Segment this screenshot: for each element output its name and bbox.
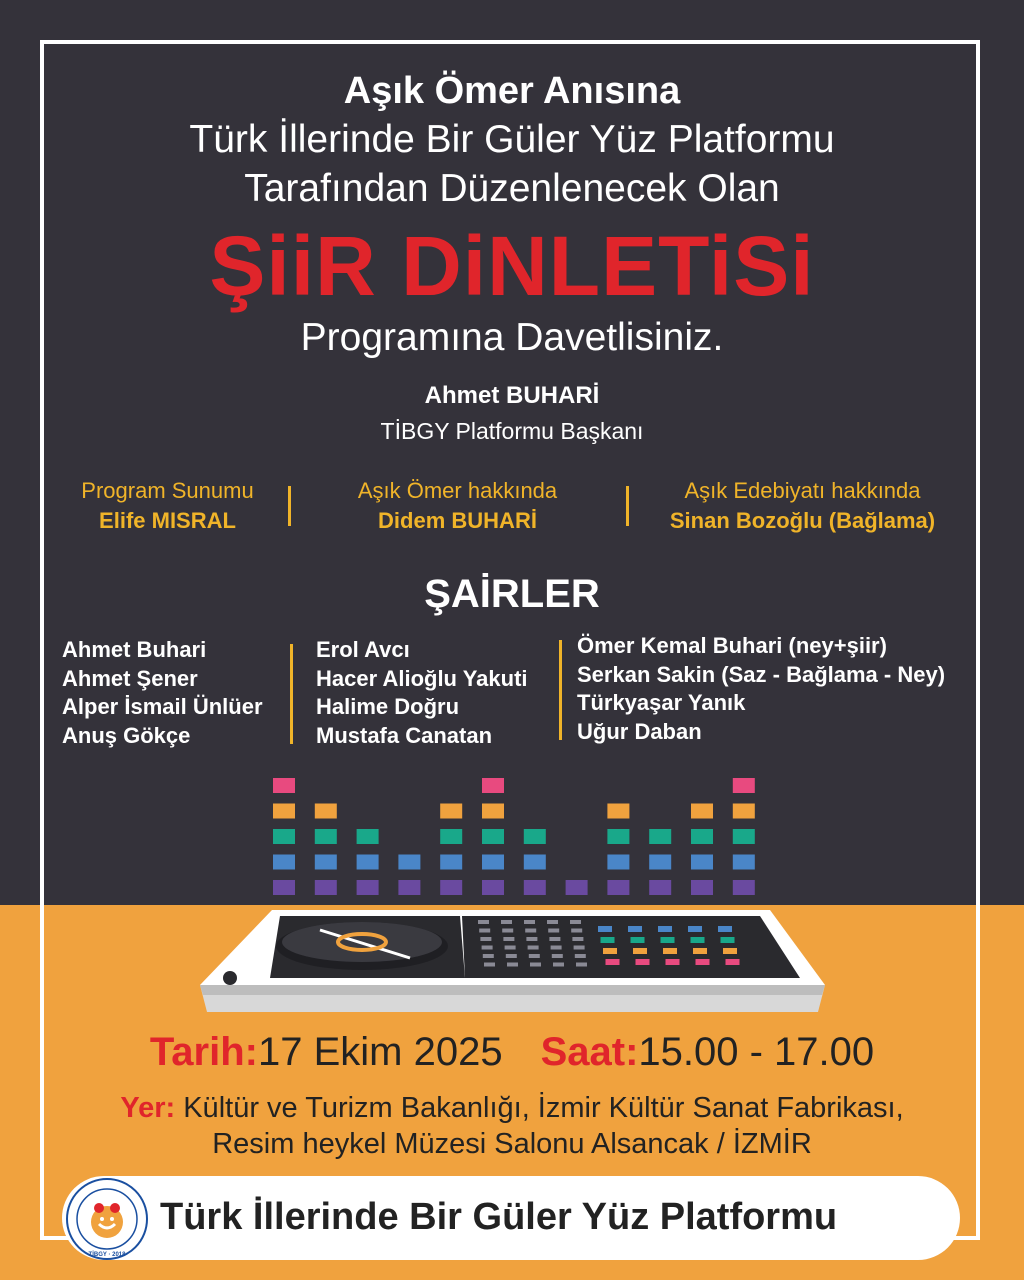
memorial-line: Aşık Ömer Anısına — [343, 70, 681, 112]
poet-name: Ömer Kemal Buhari (ney+şiir) — [577, 633, 887, 658]
mixer-slider-mark — [505, 946, 516, 950]
mixer-slider-mark — [479, 929, 490, 933]
equalizer-block — [607, 855, 629, 870]
equalizer-block — [733, 855, 755, 870]
mixer-pad — [598, 926, 612, 932]
mixer-slider-mark — [482, 946, 493, 950]
mixer-pad — [666, 959, 680, 965]
mixer-pad — [663, 948, 677, 954]
mixer-slider-mark — [483, 954, 494, 958]
mixer-slider-mark — [524, 920, 535, 924]
mixer-slider-mark — [547, 920, 558, 924]
equalizer-block — [691, 880, 713, 895]
venue-line-2: Resim heykel Müzesi Salonu Alsancak / İZMİR — [212, 1128, 812, 1160]
poet-name: Türkyaşar Yanık — [577, 690, 746, 715]
venue-line-1: Kültür ve Turizm Bakanlığı, İzmir Kültür Sanat Fabrikası, — [183, 1092, 904, 1124]
equalizer-block — [398, 855, 420, 870]
equalizer-block — [357, 855, 379, 870]
equalizer-block — [440, 880, 462, 895]
equalizer-block — [691, 804, 713, 819]
mixer-pad — [631, 937, 645, 943]
equalizer-block — [482, 855, 504, 870]
equalizer-bars — [273, 778, 755, 895]
equalizer-block — [691, 829, 713, 844]
mixer-slider-mark — [575, 954, 586, 958]
invitation-line: Programına Davetlisiniz. — [300, 316, 724, 359]
mixer-pad — [661, 937, 675, 943]
poet-name: Uğur Daban — [577, 718, 702, 744]
equalizer-block — [482, 880, 504, 895]
mixer-pad — [636, 959, 650, 965]
equalizer-block — [482, 804, 504, 819]
poet-name: Mustafa Canatan — [316, 722, 493, 748]
organizer-line: Türk İllerinde Bir Güler Yüz Platformu — [189, 118, 835, 161]
role-label: Aşık Edebiyatı hakkında — [684, 478, 921, 503]
poets-heading: ŞAİRLER — [424, 572, 600, 616]
equalizer-block — [398, 880, 420, 895]
equalizer-block — [649, 855, 671, 870]
mixer-slider-mark — [502, 929, 513, 933]
equalizer-block — [733, 880, 755, 895]
mixer-slider-mark — [553, 963, 564, 967]
mixer-slider-mark — [478, 920, 489, 924]
venue-label: Yer: — [120, 1092, 176, 1124]
svg-text:TİBGY · 2018: TİBGY · 2018 — [88, 1252, 126, 1258]
mixer-pad — [606, 959, 620, 965]
venue — [0, 1090, 1024, 1162]
equalizer-block — [440, 804, 462, 819]
mixer-slider-mark — [506, 954, 517, 958]
role-person: Sinan Bozoğlu (Bağlama) — [669, 508, 936, 533]
mixer-pad — [721, 937, 735, 943]
mixer-slider-mark — [528, 946, 539, 950]
mixer-slider-mark — [572, 937, 583, 941]
role-person: Didem BUHARİ — [378, 508, 537, 533]
equalizer-block — [357, 880, 379, 895]
equalizer-block — [733, 804, 755, 819]
equalizer-block — [649, 880, 671, 895]
president-name: Ahmet BUHARİ — [424, 382, 600, 409]
mixer-pad — [723, 948, 737, 954]
mixer-pad — [718, 926, 732, 932]
mixer-slider-mark — [548, 929, 559, 933]
equalizer-block — [524, 829, 546, 844]
time-label: Saat: — [540, 1030, 639, 1074]
equalizer-block — [273, 880, 295, 895]
equalizer-block — [691, 855, 713, 870]
equalizer-block — [315, 829, 337, 844]
equalizer-block — [733, 778, 755, 793]
poet-name: Alper İsmail Ünlüer — [62, 694, 263, 719]
equalizer-block — [315, 855, 337, 870]
date-time-line — [0, 1030, 1024, 1075]
mixer-slider-mark — [551, 946, 562, 950]
poet-name: Hacer Alioğlu Yakuti — [316, 665, 528, 691]
mixer-slider-mark — [501, 920, 512, 924]
mixer-slider-mark — [549, 937, 560, 941]
poet-name: Halime Doğru — [316, 694, 460, 719]
mixer-slider-mark — [480, 937, 491, 941]
equalizer-block — [273, 804, 295, 819]
time-value: 15.00 - 17.00 — [638, 1030, 875, 1074]
poet-name: Serkan Sakin (Saz - Bağlama - Ney) — [577, 661, 946, 687]
role-label: Program Sunumu — [81, 478, 254, 503]
equalizer-block — [315, 804, 337, 819]
equalizer-block — [566, 880, 588, 895]
tibgy-logo — [66, 1178, 148, 1260]
equalizer-block — [273, 855, 295, 870]
equalizer-block — [524, 855, 546, 870]
mixer-slider-mark — [576, 963, 587, 967]
mixer-pad — [726, 959, 740, 965]
equalizer-block — [440, 829, 462, 844]
mixer-pad — [603, 948, 617, 954]
poet-name: Anuş Gökçe — [62, 722, 191, 748]
mixer-slider-mark — [525, 929, 536, 933]
equalizer-block — [649, 829, 671, 844]
equalizer-block — [607, 880, 629, 895]
equalizer-block — [607, 804, 629, 819]
mixer-slider-mark — [530, 963, 541, 967]
mixer-slider-mark — [507, 963, 518, 967]
mixer-pad — [658, 926, 672, 932]
mixer-pad — [688, 926, 702, 932]
equalizer-block — [315, 880, 337, 895]
equalizer-block — [524, 880, 546, 895]
role-label: Aşık Ömer hakkında — [357, 478, 558, 503]
mixer-slider-mark — [529, 954, 540, 958]
footer-org-name: Türk İllerinde Bir Güler Yüz Platformu — [160, 1196, 838, 1238]
mixer-slider-mark — [484, 963, 495, 967]
event-title: ŞiiR DiNLETiSi — [209, 219, 815, 313]
mixer-pad — [696, 959, 710, 965]
organized-by-line: Tarafından Düzenlenecek Olan — [244, 167, 780, 210]
equalizer-block — [357, 829, 379, 844]
mixer-pad — [693, 948, 707, 954]
equalizer-block — [273, 778, 295, 793]
mixer-slider-mark — [574, 946, 585, 950]
mixer-slider-mark — [571, 929, 582, 933]
mixer-slider-mark — [570, 920, 581, 924]
equalizer-block — [607, 829, 629, 844]
mixer-pad — [628, 926, 642, 932]
equalizer-block — [440, 855, 462, 870]
date-label: Tarih: — [149, 1030, 258, 1074]
mixer-slider-mark — [503, 937, 514, 941]
equalizer-block — [482, 778, 504, 793]
equalizer-block — [482, 829, 504, 844]
poet-name: Ahmet Buhari — [62, 637, 207, 662]
poet-name: Ahmet Şener — [62, 665, 198, 691]
equalizer-block — [733, 829, 755, 844]
mixer-slider-mark — [552, 954, 563, 958]
equalizer-block — [273, 829, 295, 844]
mixer-pad — [633, 948, 647, 954]
mixer-slider-mark — [526, 937, 537, 941]
poet-name: Erol Avcı — [316, 637, 410, 662]
mixer-pad — [601, 937, 615, 943]
president-role: TİBGY Platformu Başkanı — [380, 418, 644, 444]
mixer-pad — [691, 937, 705, 943]
date-value: 17 Ekim 2025 — [258, 1030, 503, 1074]
role-person: Elife MISRAL — [99, 508, 236, 533]
